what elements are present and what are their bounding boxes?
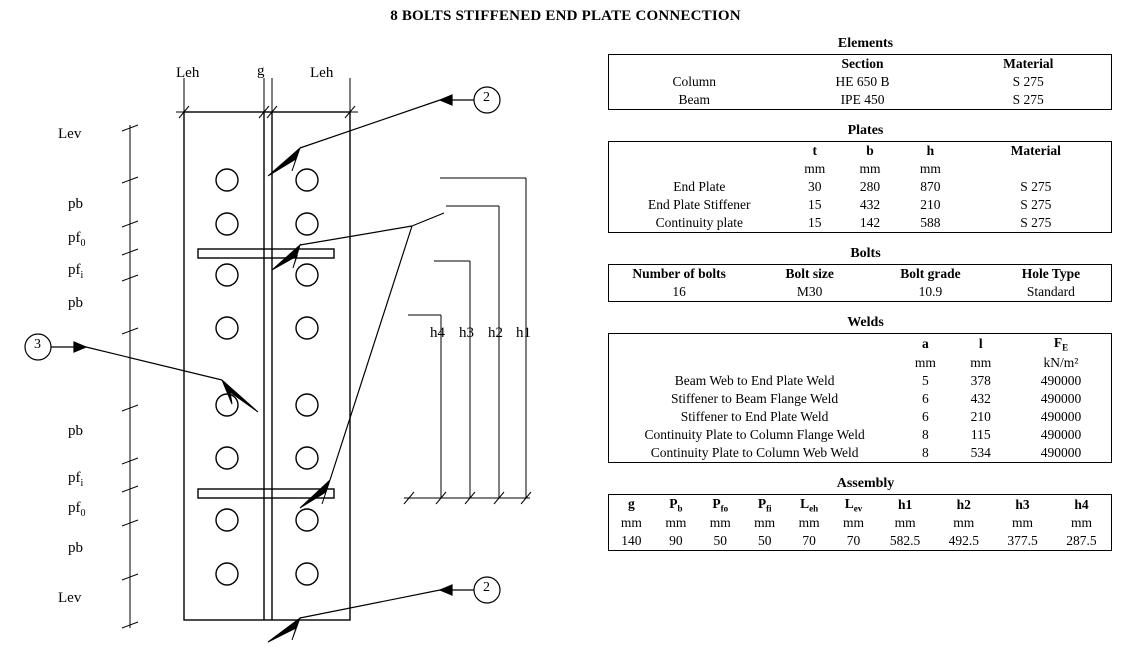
plates-r0-c4: S 275 — [1020, 179, 1052, 194]
assembly-val-9: 287.5 — [1066, 533, 1097, 549]
assembly-col-3: $P_{fi}$ — [757, 495, 772, 514]
left-dimension-lines — [122, 125, 138, 628]
stiffener-leaders — [300, 213, 444, 480]
plates-col-4: Material — [1010, 143, 1061, 158]
label-pb-3: pb — [68, 423, 83, 439]
assembly-col-6: h1 — [897, 496, 913, 512]
label-h2: h2 — [488, 325, 503, 341]
label-g: g — [257, 63, 265, 79]
welds-unit-1: mm — [914, 354, 936, 370]
plates-unit-1: mm — [804, 161, 826, 176]
assembly-val-0: 140 — [621, 533, 642, 549]
plates-r1-c4: S 275 — [1020, 197, 1052, 212]
table-row — [609, 408, 1112, 426]
table-row — [609, 73, 1112, 91]
welds-col-1: a — [922, 335, 929, 351]
welds-r4-c2: 534 — [970, 444, 991, 460]
drawing-svg — [0, 30, 600, 670]
plates-r2-c3: 588 — [920, 215, 941, 230]
welds-block — [600, 315, 1131, 463]
assembly-unit-0: mm — [620, 515, 642, 531]
assembly-col-8: h3 — [1015, 496, 1030, 512]
welds-r3-c3: 490000 — [1040, 426, 1082, 442]
bolts-block — [600, 246, 1131, 302]
label-pfi-2-base: pf — [68, 470, 81, 486]
bolts-col-3: Hole Type — [1021, 266, 1081, 281]
welds-col-3 — [1011, 334, 1112, 354]
plates-r0-c0: End Plate — [673, 179, 726, 194]
table-row — [609, 532, 1112, 551]
assembly-block — [600, 476, 1131, 552]
callout-2-top — [300, 87, 500, 148]
elements-r1-c1: IPE 450 — [840, 92, 885, 107]
plates-unit-3: mm — [919, 161, 941, 176]
elements-table — [608, 54, 1112, 110]
bolts-r0-c1: M30 — [796, 284, 823, 299]
plates-col-3: h — [926, 143, 935, 158]
bolts-col-1: Bolt size — [785, 266, 834, 281]
plates-r2-c4: S 275 — [1020, 215, 1052, 230]
bolts-caption: Bolts — [850, 246, 881, 261]
plates-r1-c2: 432 — [859, 197, 881, 212]
label-leh-left: Leh — [176, 65, 200, 81]
plates-col-2: b — [866, 143, 874, 158]
welds-r1-c3: 490000 — [1040, 390, 1082, 406]
label-pf0-2 — [68, 500, 86, 519]
label-pf0-2-base: pf — [68, 500, 81, 516]
assembly-unit-7: mm — [953, 515, 975, 531]
label-leh-right: Leh — [310, 65, 334, 81]
elements-caption: Elements — [837, 36, 894, 51]
welds-unit-2: mm — [970, 354, 992, 370]
elements-col-2: Material — [1003, 56, 1054, 71]
label-pf0-1-base: pf — [68, 230, 81, 246]
label-pf0-1 — [68, 230, 86, 249]
plates-r2-c1: 15 — [807, 215, 822, 230]
welds-col-3-sub: E — [1062, 342, 1069, 353]
elements-col-1: Section — [841, 56, 884, 71]
callout-2-bottom — [300, 577, 500, 618]
welds-caption: Welds — [847, 315, 884, 330]
plates-r0-c2: 280 — [859, 179, 881, 194]
bolts-r0-c2: 10.9 — [918, 284, 943, 299]
label-pfi-1-sub: i — [80, 270, 84, 281]
assembly-unit-8: mm — [1012, 515, 1034, 531]
callout-2-bottom-arrow — [268, 618, 300, 642]
table-header-row — [609, 265, 1112, 284]
assembly-col-9: h4 — [1074, 496, 1089, 512]
assembly-table — [608, 494, 1112, 552]
plates-r2-c2: 142 — [859, 215, 881, 230]
label-h3: h3 — [459, 325, 474, 341]
page-title: 8 BOLTS STIFFENED END PLATE CONNECTION — [390, 8, 741, 24]
assembly-val-6: 582.5 — [889, 533, 921, 549]
assembly-unit-9: mm — [1070, 515, 1092, 531]
assembly-unit-5: mm — [842, 515, 864, 531]
bolts-r0-c3: Standard — [1026, 284, 1075, 299]
assembly-col-1: $P_b$ — [669, 495, 683, 514]
elements-r1-c0: Beam — [678, 92, 710, 107]
callout-left-label: 3 — [34, 337, 41, 352]
plates-block — [600, 123, 1131, 233]
bolt-group-right — [296, 169, 318, 585]
welds-r1-c1: 6 — [922, 390, 929, 406]
bolt-group-left — [216, 169, 238, 585]
plates-unit-2: mm — [859, 161, 881, 176]
beam-top-flange — [198, 249, 334, 258]
assembly-unit-4: mm — [798, 515, 820, 531]
table-units-row — [609, 354, 1112, 372]
plates-col-0 — [609, 142, 790, 161]
welds-col-3-base: F — [1053, 335, 1063, 350]
welds-r0-c3: 490000 — [1040, 372, 1082, 388]
table-units-row — [609, 514, 1112, 532]
plates-caption: Plates — [847, 123, 884, 138]
table-row — [609, 444, 1112, 463]
top-dimension-lines — [176, 78, 358, 122]
label-pb-1: pb — [68, 196, 83, 212]
table-row — [609, 372, 1112, 390]
welds-r4-c3: 490000 — [1040, 444, 1082, 460]
welds-col-0 — [609, 334, 901, 354]
table-header-row — [609, 334, 1112, 354]
welds-r0-c2: 378 — [970, 372, 991, 388]
welds-r2-c3: 490000 — [1040, 408, 1082, 424]
label-pfi-1-base: pf — [68, 262, 81, 278]
elements-col-0 — [609, 55, 780, 74]
welds-r4-c0: Continuity Plate to Column Web Weld — [650, 444, 859, 460]
table-row — [609, 214, 1112, 233]
welds-r2-c1: 6 — [922, 408, 929, 424]
assembly-col-2: $P_{fo}$ — [712, 495, 729, 514]
table-row — [609, 283, 1112, 302]
label-pb-4: pb — [68, 540, 83, 556]
elements-r0-c2: S 275 — [1012, 74, 1044, 89]
elements-r1-c2: S 275 — [1012, 92, 1044, 107]
elements-block — [600, 36, 1131, 110]
welds-unit-3: kN/m² — [1043, 354, 1079, 370]
label-pb-2: pb — [68, 295, 83, 311]
welds-r4-c1: 8 — [922, 444, 929, 460]
label-pf0-2-sub: 0 — [80, 508, 86, 519]
elements-r0-c0: Column — [672, 74, 717, 89]
table-row — [609, 178, 1112, 196]
assembly-col-5: $L_{ev}$ — [844, 495, 863, 514]
welds-r0-c0: Beam Web to End Plate Weld — [674, 372, 835, 388]
assembly-val-5: 70 — [846, 533, 861, 549]
assembly-val-4: 70 — [802, 533, 816, 549]
welds-r2-c0: Stiffener to End Plate Weld — [680, 408, 829, 424]
bolts-col-2: Bolt grade — [900, 266, 961, 281]
plates-r1-c0: End Plate Stiffener — [648, 197, 751, 212]
plates-r0-c1: 30 — [807, 179, 822, 194]
welds-r3-c1: 8 — [922, 426, 929, 442]
plates-r1-c3: 210 — [920, 197, 941, 212]
assembly-col-4: $L_{eh}$ — [800, 495, 819, 514]
assembly-val-7: 492.5 — [948, 533, 979, 549]
callout-2-top-arrow — [268, 148, 300, 176]
label-h4: h4 — [430, 325, 445, 341]
assembly-col-0: g — [627, 495, 635, 511]
table-header-row — [609, 55, 1112, 74]
connection-drawing — [0, 30, 600, 670]
bolts-r0-c0: 16 — [672, 284, 686, 299]
label-lev-bottom: Lev — [58, 590, 82, 606]
bolts-table — [608, 264, 1112, 302]
table-row — [609, 390, 1112, 408]
end-plate-outline — [184, 112, 350, 620]
assembly-unit-2: mm — [709, 515, 731, 531]
table-header-row — [609, 494, 1112, 514]
plates-r0-c3: 870 — [920, 179, 941, 194]
welds-r3-c0: Continuity Plate to Column Flange Weld — [644, 426, 865, 442]
welds-r1-c0: Stiffener to Beam Flange Weld — [671, 390, 839, 406]
plates-unit-4 — [961, 160, 1112, 178]
assembly-unit-6: mm — [894, 515, 916, 531]
plates-table — [608, 141, 1112, 233]
elements-r0-c1: HE 650 B — [835, 74, 890, 89]
callout-3-left — [25, 334, 222, 380]
callout-top-label: 2 — [483, 90, 490, 105]
welds-r2-c2: 210 — [970, 408, 991, 424]
callout-3-arrow — [222, 380, 258, 412]
table-row — [609, 196, 1112, 214]
label-lev-top: Lev — [58, 126, 82, 142]
label-pfi-2 — [68, 470, 83, 489]
assembly-val-2: 50 — [713, 533, 728, 549]
label-pfi-2-sub: i — [80, 478, 84, 489]
bolts-col-0: Number of bolts — [632, 266, 726, 281]
assembly-val-3: 50 — [757, 533, 772, 549]
table-units-row — [609, 160, 1112, 178]
table-header-row — [609, 142, 1112, 161]
assembly-caption: Assembly — [836, 475, 895, 491]
label-h1: h1 — [516, 325, 531, 341]
plates-r2-c0: Continuity plate — [655, 215, 743, 230]
table-row — [609, 426, 1112, 444]
assembly-val-1: 90 — [669, 533, 683, 549]
label-pf0-1-sub: 0 — [80, 238, 86, 249]
assembly-unit-1: mm — [665, 515, 687, 531]
welds-col-2: l — [978, 335, 983, 351]
label-pfi-1 — [68, 262, 83, 281]
plates-col-1: t — [812, 143, 817, 158]
plates-unit-0 — [609, 160, 790, 178]
stiffener-bottom-arrow — [300, 480, 330, 508]
welds-unit-0 — [609, 354, 901, 372]
welds-r1-c2: 432 — [970, 390, 991, 406]
tables-panel — [600, 36, 1131, 564]
welds-r3-c2: 115 — [970, 426, 991, 442]
table-row — [609, 91, 1112, 110]
welds-table — [608, 333, 1112, 463]
callout-bottom-label: 2 — [483, 580, 490, 595]
assembly-val-8: 377.5 — [1007, 533, 1038, 549]
welds-r0-c1: 5 — [922, 372, 929, 388]
assembly-col-7: h2 — [956, 496, 971, 512]
plates-r1-c1: 15 — [807, 197, 822, 212]
assembly-unit-3: mm — [754, 515, 776, 531]
